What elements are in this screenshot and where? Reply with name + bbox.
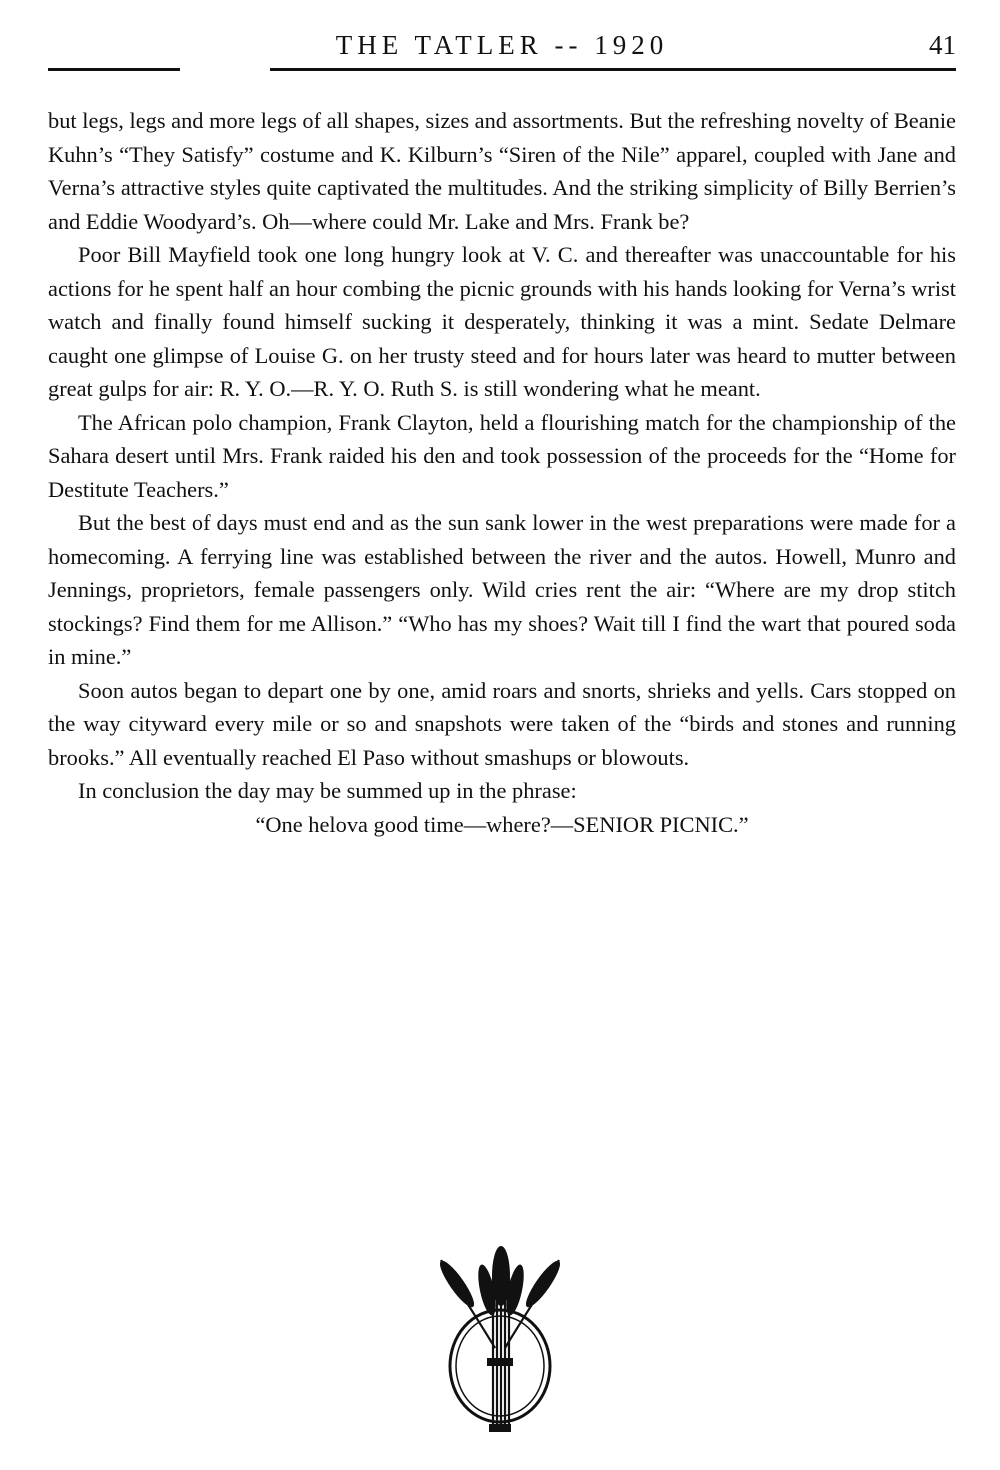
paragraph-6: In conclusion the day may be summed up in the phrase: <box>78 778 577 803</box>
wheat-sheaf-ring-icon <box>427 1238 573 1438</box>
article-body <box>48 104 956 841</box>
paragraph-4: But the best of days must end and as the sun sank lower in the west preparations were made for a homecoming. A ferrying line was established between the river and the autos. Howell, Munro and Jennings, proprietors, female passengers only. Wild cries rent the air: “Where are my drop stitch stockings? Find them for me Allison.” “Who has my shoes? Wait till I find the wart that poured soda in mine.” <box>48 510 956 669</box>
paragraph-5: Soon autos began to depart one by one, amid roars and snorts, shrieks and yells. Cars stopped on the way cityward every mile or so and snapshots were taken of the “birds and stones and running brooks.” All eventually reached El Paso without smashups or blowouts. <box>48 677 956 770</box>
page-number: 41 <box>929 30 956 60</box>
paragraph-2: Poor Bill Mayfield took one long hungry look at V. C. and thereafter was unaccountable for his actions for he spent half an hour combing the picnic grounds with his hands looking for Verna’s wrist watch and finally found himself sucking it desperately, thinking it was a mint. Sedate Delmare caught one glimpse of Louise G. on her trusty steed and for hours later was heard to mutter between great gulps for air: R. Y. O.—R. Y. O. Ruth S. is still wondering what he meant. <box>48 242 956 401</box>
running-title: THE TATLER -- 1920 <box>335 30 669 60</box>
paragraph-1: but legs, legs and more legs of all shapes, sizes and assortments. But the refreshing novelty of Beanie Kuhn’s “They Satisfy” costume and K. Kilburn’s “Siren of the Nile” apparel, coupled with Jane and Verna’s attractive styles quite captivated the multitudes. And the striking simplicity of Billy Berrien’s and Eddie Woodyard’s. Oh—where could Mr. Lake and Mrs. Frank be? <box>48 108 956 234</box>
paragraph-3: The African polo champion, Frank Clayton, held a flourishing match for the championship of the Sahara desert until Mrs. Frank raided his den and took possession of the proceeds for the “Home for Destitute Teachers.” <box>48 409 956 502</box>
header-rule-left <box>48 68 180 71</box>
page-header <box>48 28 956 72</box>
header-rule-right <box>270 68 956 71</box>
closing-line: “One helova good time—where?—SENIOR PICNIC.” <box>255 811 749 837</box>
